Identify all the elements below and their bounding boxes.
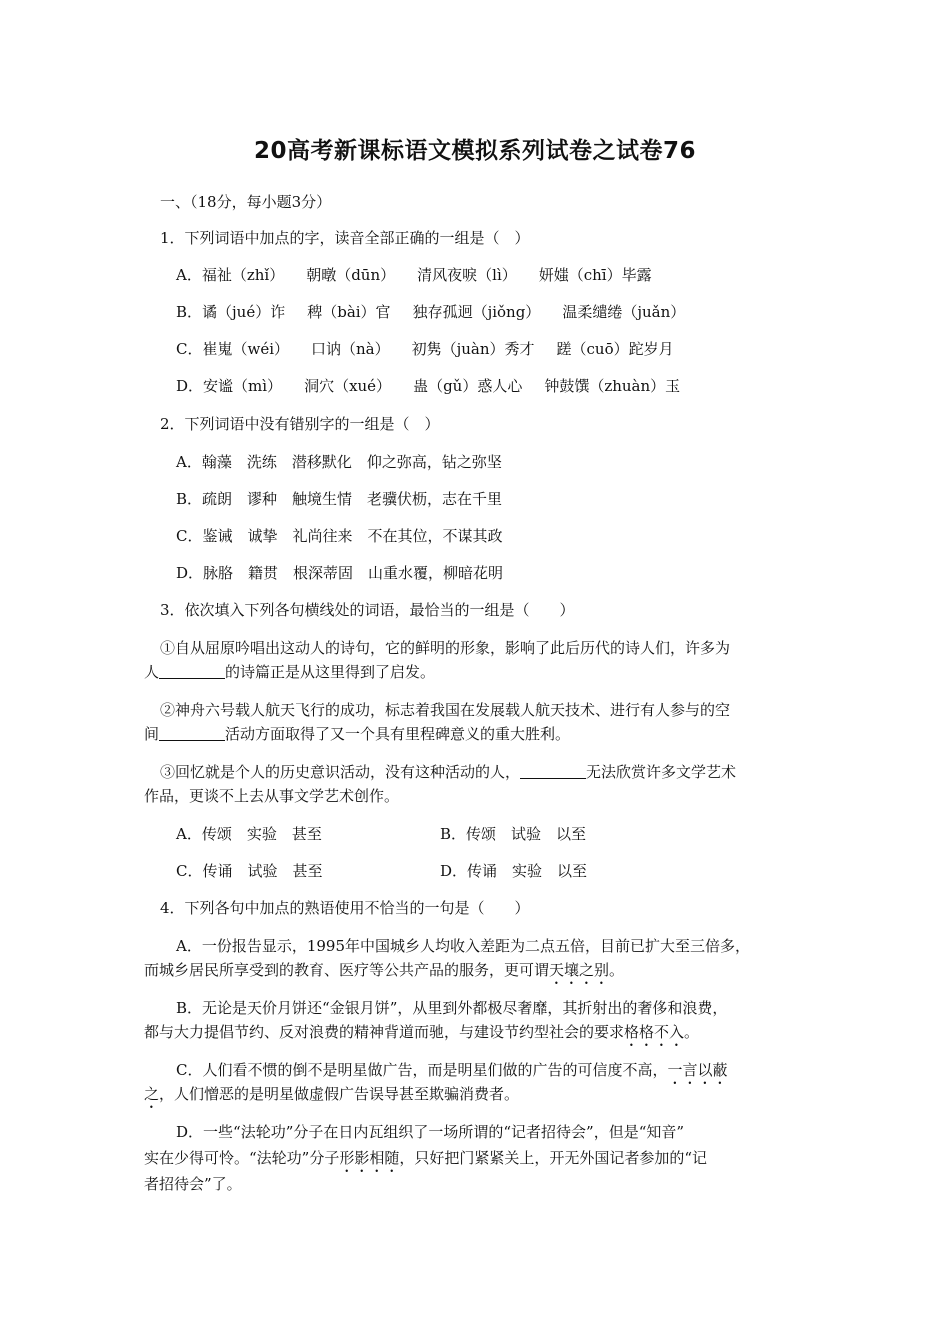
q4-b-text: 。 (684, 1023, 700, 1041)
q3-option-a: A．传颂 实验 甚至 (176, 825, 322, 843)
q3-s1-text: 人 (144, 663, 160, 681)
q2-option-b: B．疏朗 谬种 触境生情 老骥伏枥，志在千里 (176, 490, 503, 508)
q4-a-text: 而城乡居民所享受到的教育、医疗等公共产品的服务，更可谓 (144, 961, 550, 979)
q1-a-item: 清风夜唳（lì） (417, 266, 517, 284)
q4-c-text: C．人们看不惯的倒不是明星做广告，而是明星们做的广告的可信度不高， (176, 1061, 668, 1079)
q1-b-item: 稗（bài）官 (307, 303, 391, 321)
q4-d-text: 实在少得可怜。“法轮功”分子 (144, 1149, 340, 1167)
q3-s3-text: ③回忆就是个人的历史意识活动，没有这种活动的人， (160, 763, 521, 781)
q1-d-item: D．安谧（mì） (176, 377, 283, 395)
q1-option-d (176, 374, 702, 398)
q1-b-item: B．谲（jué）诈 (176, 303, 286, 321)
q4-d-text: ，只好把门紧紧关上，开无外国记者参加的“记 (399, 1149, 708, 1167)
q4-c-idiom-end: 之 (144, 1085, 160, 1103)
q3-s3-text: 无法欣赏许多文学艺术 (586, 763, 737, 781)
q1-b-item: 独存孤迥（jiǒng） (412, 303, 541, 321)
q1-option-c (176, 337, 696, 361)
q1-a-item: 妍媸（chī）毕露 (538, 266, 652, 284)
q1-c-item: 初隽（juàn）秀才 (411, 340, 535, 358)
page-title: 20高考新课标语文模拟系列试卷之试卷76 (253, 138, 696, 164)
q3-sentence-2-cont (144, 722, 570, 746)
q3-blank-3 (520, 762, 586, 779)
q3-sentence-2: ②神舟六号载人航天飞行的成功，标志着我国在发展载人航天技术、进行有人参与的空 (160, 701, 731, 719)
q4-option-d: D．一些“法轮功”分子在日内瓦组织了一场所谓的“记者招待会”，但是“知音” (176, 1123, 685, 1141)
q3-sentence-3 (160, 760, 736, 784)
q1-option-a (176, 263, 674, 287)
q1-stem: 1．下列词语中加点的字，读音全部正确的一组是（ ） (160, 229, 530, 247)
q4-option-c-cont (144, 1082, 519, 1112)
q1-d-item: 洞穴（xué） (304, 377, 392, 395)
section-heading: 一、（18分，每小题3分） (160, 193, 332, 211)
q4-b-idiom: 格格不入 (624, 1023, 685, 1041)
q3-blank-1 (159, 662, 225, 679)
q3-option-d: D．传诵 实验 以至 (440, 862, 588, 880)
q3-sentence-3-cont: 作品，更谈不上去从事文学艺术创作。 (144, 787, 400, 805)
q3-option-b: B．传颂 试验 以至 (440, 825, 587, 843)
q4-c-idiom: 一言以蔽 (667, 1061, 728, 1079)
q4-d-idiom: 形影相随 (339, 1149, 400, 1167)
q4-option-a-cont (144, 958, 624, 988)
q3-s2-text: 间 (144, 725, 160, 743)
q4-option-a: A．一份报告显示，1995年中国城乡人均收入差距为二点五倍，目前已扩大至三倍多， (176, 937, 751, 955)
q2-option-c: C．鉴诫 诚挚 礼尚往来 不在其位，不谋其政 (176, 527, 503, 545)
q4-option-d-cont2: 者招待会”了。 (144, 1175, 242, 1193)
q1-d-item: 钟鼓馔（zhuàn）玉 (544, 377, 681, 395)
q4-c-text: ，人们憎恶的是明星做虚假广告误导甚至欺骗消费者。 (159, 1085, 520, 1103)
q4-a-text: 。 (609, 961, 625, 979)
q3-option-c: C．传诵 试验 甚至 (176, 862, 323, 880)
q1-c-item: 蹉（cuō）跎岁月 (556, 340, 674, 358)
q4-option-b: B．无论是天价月饼还“金银月饼”，从里到外都极尽奢靡，其折射出的奢侈和浪费， (176, 999, 728, 1017)
q4-option-b-cont (144, 1020, 699, 1050)
q3-blank-2 (159, 724, 225, 741)
q1-b-item: 温柔缱绻（juǎn） (562, 303, 686, 321)
q1-d-item: 蛊（gǔ）惑人心 (413, 377, 523, 395)
q2-option-d: D．脉胳 籍贯 根深蒂固 山重水覆，柳暗花明 (176, 564, 504, 582)
q3-sentence-1-cont (144, 660, 435, 684)
q3-s2-text: 活动方面取得了又一个具有里程碑意义的重大胜利。 (225, 725, 571, 743)
q3-sentence-1: ①自从屈原吟唱出这动人的诗句，它的鲜明的形象，影响了此后历代的诗人们，许多为 (160, 639, 731, 657)
q4-a-idiom: 天壤之别 (549, 961, 610, 979)
q2-option-a: A．翰藻 洗练 潜移默化 仰之弥高，钻之弥坚 (176, 453, 502, 471)
q2-stem: 2．下列词语中没有错别字的一组是（ ） (160, 415, 440, 433)
q3-stem: 3．依次填入下列各句横线处的词语，最恰当的一组是（ ） (160, 601, 575, 619)
q1-c-item: C．崔嵬（wéi） (176, 340, 289, 358)
q1-c-item: 口讷（nà） (311, 340, 390, 358)
q1-option-b (176, 300, 707, 324)
q4-stem: 4．下列各句中加点的熟语使用不恰当的一句是（ ） (160, 899, 530, 917)
q1-a-item: 朝暾（dūn） (306, 266, 396, 284)
q4-b-text: 都与大力提倡节约、反对浪费的精神背道而驰，与建设节约型社会的要求 (144, 1023, 625, 1041)
q3-s1-text: 的诗篇正是从这里得到了启发。 (225, 663, 436, 681)
q1-a-item: A．福祉（zhǐ） (176, 266, 285, 284)
